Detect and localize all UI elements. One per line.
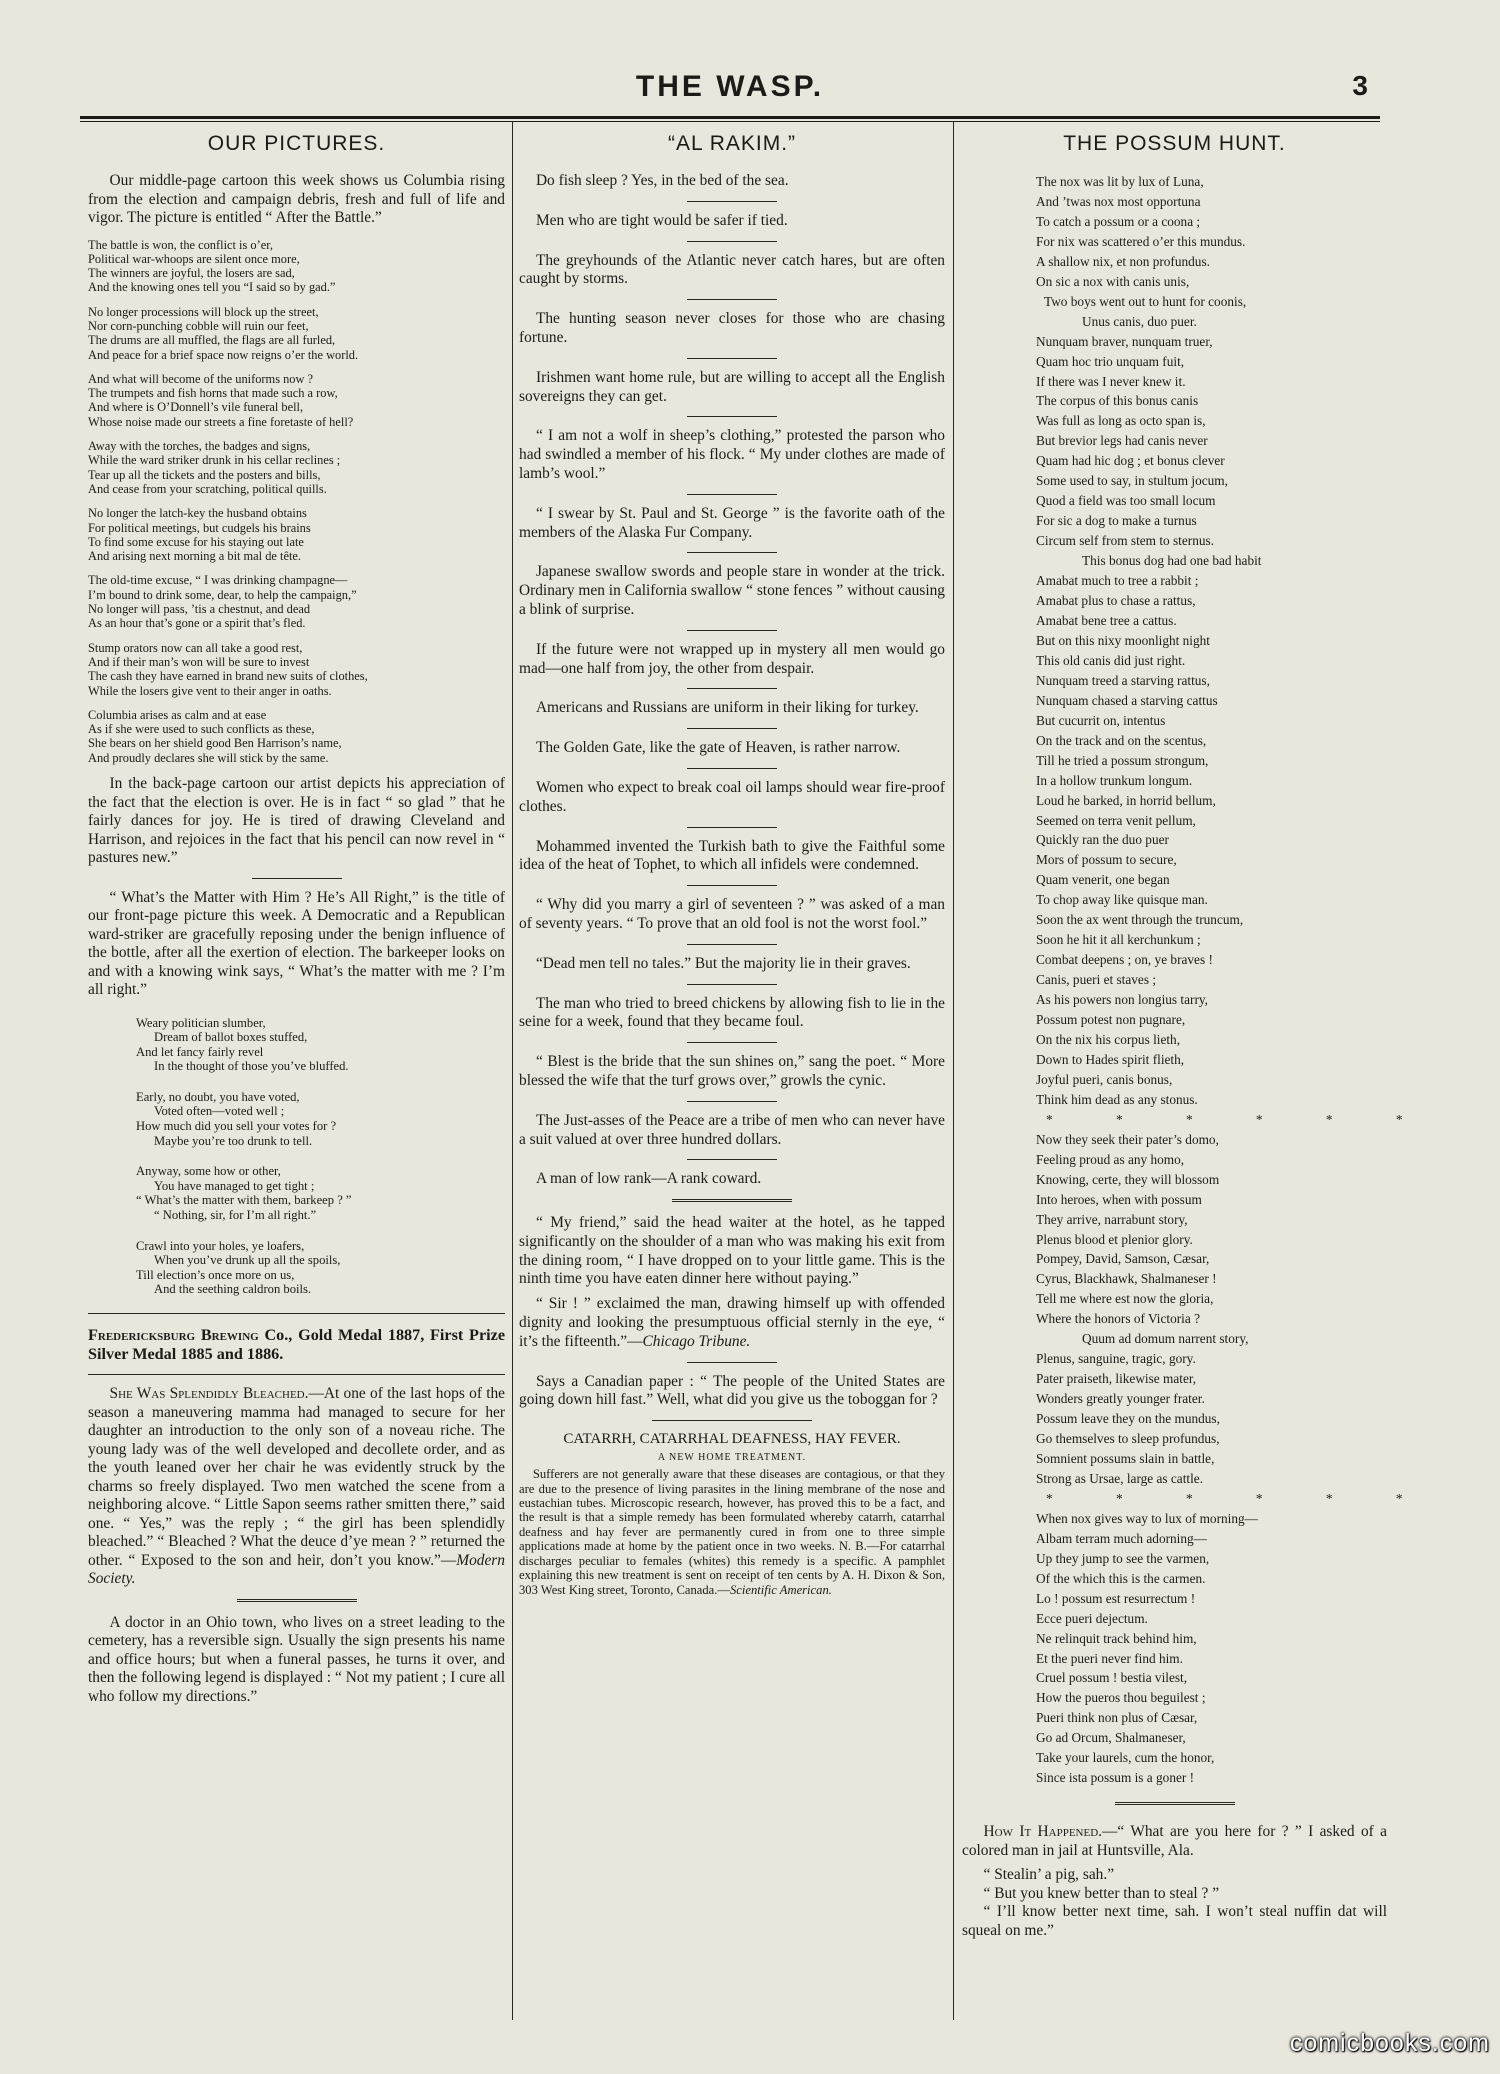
verse-line: In the thought of those you’ve bluffed.	[154, 1059, 349, 1074]
poem-line: Up they jump to see the varmen,	[1036, 1550, 1210, 1566]
catarrh-heading: CATARRH, CATARRHAL DEAFNESS, HAY FEVER.	[563, 1431, 901, 1448]
item-rule	[687, 494, 777, 495]
poem-line: Somnient possums slain in battle,	[1036, 1451, 1215, 1466]
poem-line: Take your laurels, cum the honor,	[1036, 1750, 1215, 1766]
poem-line: The trumpets and fish horns that made such a row,	[88, 386, 338, 401]
poem-line: As if she were used to such conflicts as these,	[88, 722, 315, 737]
happened-dialogue: “ But you knew better than to steal ? ”	[983, 1884, 1220, 1902]
poem-line: Amabat plus to chase a rattus,	[1036, 593, 1196, 609]
verse-stanza	[136, 1016, 505, 1074]
possum-hunt-title: THE POSSUM HUNT.	[1063, 132, 1286, 155]
poem-line: Possum potest non pugnare,	[1036, 1012, 1186, 1028]
item-rule	[687, 241, 777, 242]
catarrh-body	[519, 1467, 945, 1597]
poem-line: Pater praiseth, likewise mater,	[1036, 1371, 1197, 1387]
poem-line: While the losers give vent to their anger in oaths.	[88, 683, 332, 698]
verse-stanza	[136, 1164, 505, 1222]
verse-line: Anyway, some how or other,	[136, 1164, 281, 1179]
poem-line: Amabat much to tree a rabbit ;	[1036, 573, 1199, 589]
verse-line: “ What’s the matter with them, barkeep ? ”	[136, 1193, 352, 1208]
canadian-paragraph: Says a Canadian paper : “ The people of the United States are going down hill fast.” Well, what did you give us the toboggan for ?	[519, 1372, 945, 1409]
poem-break: * * * * * *	[1046, 1490, 1433, 1506]
quip: The hunting season never closes for those who are chasing fortune.	[519, 310, 945, 346]
poem-line: The cash they have earned in brand new suits of clothes,	[88, 669, 368, 684]
fredericksburg-rest: Co., Gold Medal 1887, First Prize Silver Medal 1885 and 1886.	[88, 1326, 505, 1363]
poem-line: Ecce pueri dejectum.	[1036, 1610, 1148, 1626]
header-rule-thin	[80, 121, 1380, 122]
bleached-text: —At one of the last hops of the season a maneuvering mamma had managed to secure for her daughter an introduction to the only son of a noveau riche. The young lady was of the well developed and decollete order, and as the youth leaned over her chair he was evidently struck by the charms so freely displayed. Two men watched the scene from a neighboring alcove. “ Little Sapon seems rather smitten there,” said one. “ Yes,” was the reply ; “ the girl has been splendidly bleached.” “ Bleached ? What the deuce d’ye mean ? ” returned the other. “ Exposed to the son and heir, don’t you know.”—	[88, 1385, 506, 1569]
poem-line: Quam hoc trio unquam fuit,	[1036, 353, 1185, 369]
item-rule	[687, 552, 777, 553]
section-rule	[687, 1362, 777, 1363]
column-possum-hunt	[962, 126, 1433, 2026]
item-rule	[687, 1159, 777, 1160]
catarrh-text: Sufferers are not generally aware that these diseases are contagious, or that they are due to the presence of living parasites in the lining membrane of the nose and eustachian tubes. Microscopic research, however, has proved this to be a fact, and the result is that a simple remedy has been formulated whereby catarrh, catarrhal deafness and hay fever are permanently cured in from one to three simple applications made at home by the patient once in two weeks. N. B.—For catarrhal discharges peculiar to females (whites) this remedy is a specific. A pamphlet explaining this new treatment is sent on receipt of ten cents by A. H. Dixon & Son, 303 West King street, Toronto, Canada.—	[519, 1467, 945, 1597]
verse-line: And the seething caldron boils.	[154, 1282, 312, 1297]
poem-line: Tear up all the tickets and the posters and bills,	[88, 467, 321, 482]
poem-line: Nunquam chased a starving cattus	[1036, 692, 1218, 708]
poem-line: Political war-whoops are silent once more,	[88, 251, 300, 266]
fredericksburg-notice	[88, 1326, 505, 1364]
poem-line: Albam terram much adorning—	[1036, 1530, 1207, 1546]
watermark: comicbooks.com	[1289, 2029, 1490, 2057]
poem-line: When nox gives way to lux of morning—	[1036, 1510, 1258, 1526]
quip: “Dead men tell no tales.” But the majority lie in their graves.	[535, 954, 911, 972]
poem-line: Quickly ran the duo puer	[1036, 832, 1169, 848]
happened-line: —“ What are you here for ? ” I asked of a colored man in jail at Huntsville, Ala.	[962, 1823, 1387, 1859]
poem-line: This old canis did just right.	[1036, 652, 1186, 668]
poem-line: For sic a dog to make a turnus	[1036, 513, 1197, 529]
poem-line: Cyrus, Blackhawk, Shalmaneser !	[1036, 1271, 1217, 1287]
poem-line: She bears on her shield good Ben Harrison’s name,	[88, 736, 342, 751]
quip: Mohammed invented the Turkish bath to give the Faithful some idea of the heat of Tophet, to which all infidels were condemned.	[519, 837, 945, 874]
item-rule	[687, 299, 777, 300]
poem-line: No longer the latch-key the husband obtains	[88, 506, 307, 521]
item-rule	[687, 885, 777, 886]
item-rule	[687, 1101, 777, 1102]
poem-line: Cruel possum ! bestia vilest,	[1036, 1670, 1188, 1686]
quip: A man of low rank—A rank coward.	[535, 1170, 762, 1188]
section-rule	[88, 1374, 505, 1375]
poem-line: The old-time excuse, “ I was drinking champagne—	[88, 573, 348, 588]
verse-line: Maybe you’re too drunk to tell.	[154, 1133, 313, 1148]
poem-line: Quam venerit, one began	[1036, 872, 1170, 888]
poem-line: Combat deepens ; on, ye braves !	[1036, 952, 1213, 968]
poem-line: Strong as Ursae, large as cattle.	[1036, 1470, 1204, 1486]
poem-line: Nunquam braver, nunquam truer,	[1036, 333, 1213, 349]
quip: Japanese swallow swords and people stare in wonder at the trick. Ordinary men in California swallow “ stone fences ” without causing a blink of surprise.	[519, 563, 945, 618]
quip: The Just-asses of the Peace are a tribe of men who can never have a suit valued at over three hundred dollars.	[519, 1111, 945, 1148]
poem-line: The winners are joyful, the losers are sad,	[88, 266, 295, 281]
poem-line: Feeling proud as any homo,	[1036, 1151, 1185, 1167]
poem-line: For political meetings, but cudgels his brains	[88, 520, 311, 535]
poem-line: For nix was scattered o’er this mundus.	[1036, 233, 1246, 249]
section-rule	[237, 1599, 357, 1604]
verse-line: “ Nothing, sir, for I’m all right.”	[154, 1208, 317, 1223]
poem-line: Soon he hit it all kerchunkum ;	[1036, 932, 1201, 948]
poem-line: Away with the torches, the badges and signs,	[88, 439, 311, 454]
poem-stanza	[88, 573, 505, 630]
fredericksburg-lead: Fredericksburg Brewing	[88, 1326, 259, 1344]
verse-stanza	[136, 1090, 505, 1148]
poem-line: The drums are all muffled, the flags are all furled,	[88, 333, 336, 348]
poem-line: Possum leave they on the mundus,	[1036, 1411, 1220, 1427]
poem-line: As an hour that’s gone or a spirit that’s fled.	[88, 616, 306, 631]
happened-dialogue: “ Stealin’ a pig, sah.”	[983, 1866, 1115, 1884]
poem-line: And ’twas nox most opportuna	[1036, 193, 1201, 209]
poem-line: Amabat bene tree a cattus.	[1036, 612, 1177, 628]
poem-line: Now they seek their pater’s domo,	[1036, 1131, 1219, 1147]
publication-title: THE WASP.	[635, 70, 825, 103]
poem-line: Into heroes, when with possum	[1036, 1191, 1202, 1207]
item-rule	[687, 1042, 777, 1043]
poem-line: If there was I never knew it.	[1036, 373, 1186, 389]
poem-line: Nunquam treed a starving rattus,	[1036, 672, 1210, 688]
our-pictures-title: OUR PICTURES.	[207, 132, 386, 155]
item-rule	[687, 416, 777, 417]
poem-stanza	[88, 506, 505, 563]
poem-line: On sic a nox with canis unis,	[1036, 273, 1190, 289]
quip: The man who tried to breed chickens by allowing fish to lie in the seine for a week, found that they became foul.	[519, 994, 945, 1031]
poem-line: No longer will pass, ’tis a chestnut, and dead	[88, 602, 311, 617]
poem-line: To find some excuse for his staying out late	[88, 534, 304, 549]
poem-line: Pompey, David, Samson, Cæsar,	[1036, 1251, 1210, 1267]
poem-line: Go themselves to sleep profundus,	[1036, 1431, 1220, 1447]
bleached-source: Modern Society.	[88, 1551, 505, 1587]
poem-line: Down to Hades spirit flieth,	[1036, 1051, 1185, 1067]
item-rule	[687, 358, 777, 359]
poem-line: Plenus blood et plenior glory.	[1036, 1231, 1193, 1247]
page-number: 3	[1352, 70, 1368, 101]
doctor-paragraph: A doctor in an Ohio town, who lives on a street leading to the cemetery, has a reversible sign. Usually the sign presents his name and office hours; but when a funeral passes, he turns it over, and then the following legend is displayed : “ Not my patient ; I cure all who follow my directions.”	[88, 1613, 505, 1705]
poem-line: Since ista possum is a goner !	[1036, 1770, 1195, 1786]
poem-stanza	[88, 305, 505, 362]
quip: Men who are tight would be safer if tied.	[535, 211, 788, 229]
sir-text: “ Sir ! ” exclaimed the man, drawing himself up with offended dignity and looking the presumptuous official sternly in the eye, “ it’s the fifteenth.”—	[519, 1295, 945, 1350]
poem-line: Where the honors of Victoria ?	[1036, 1311, 1200, 1327]
quip: “ I swear by St. Paul and St. George ” is the favorite oath of the members of the Alaska Fur Company.	[519, 504, 945, 541]
poem-line: Tell me where est now the gloria,	[1036, 1291, 1214, 1307]
poem-line: Stump orators now can all take a good rest,	[88, 640, 303, 655]
poem-line: Till he tried a possum strongum,	[1036, 752, 1209, 768]
section-rule	[672, 1199, 792, 1204]
how-it-happened-paragraph	[962, 1823, 1387, 1860]
section-rule	[88, 1313, 505, 1314]
verse-line: You have managed to get tight ;	[154, 1178, 315, 1193]
poem-line: Mors of possum to secure,	[1036, 852, 1177, 868]
poem-line: Wonders greatly younger frater.	[1036, 1391, 1205, 1407]
item-rule	[687, 768, 777, 769]
poem-line: Go ad Orcum, Shalmaneser,	[1036, 1730, 1186, 1746]
poem-line: Lo ! possum est resurrectum !	[1036, 1590, 1196, 1606]
verse-line: Dream of ballot boxes stuffed,	[154, 1030, 308, 1045]
poem-line: And peace for a brief space now reigns o’er the world.	[88, 347, 359, 362]
how-it-happened-lead: How It Happened.	[983, 1823, 1103, 1841]
poem-line: Nor corn-punching cobble will ruin our feet,	[88, 318, 309, 333]
poem-line: The corpus of this bonus canis	[1036, 393, 1199, 409]
poem-line: In a hollow trunkum longum.	[1036, 772, 1193, 788]
bleached-paragraph	[88, 1385, 505, 1589]
quip: Do fish sleep ? Yes, in the bed of the sea.	[535, 172, 789, 189]
quip: “ Blest is the bride that the sun shines on,” sang the poet. “ More blessed the wife that the turf grows over,” growls the cynic.	[519, 1053, 945, 1089]
poem-line: To chop away like quisque man.	[1036, 892, 1208, 908]
poem-line: Whose noise made our streets a fine foretaste of hell?	[88, 414, 354, 429]
poem-line: And the knowing ones tell you “I said so by gad.”	[88, 280, 336, 295]
poem-line: The battle is won, the conflict is o’er,	[88, 237, 273, 252]
item-rule	[687, 827, 777, 828]
poem-line: Two boys went out to hunt for coonis,	[1044, 293, 1247, 309]
verse-line: How much did you sell your votes for ?	[136, 1119, 337, 1134]
poem-line: And what will become of the uniforms now ?	[88, 371, 314, 386]
item-rule	[687, 630, 777, 631]
poem-line: Et the pueri never find him.	[1036, 1650, 1183, 1666]
quip: Irishmen want home rule, but are willing to accept all the English sovereigns they can get.	[519, 368, 945, 405]
poem-line: Loud he barked, in horrid bellum,	[1036, 792, 1216, 808]
front-page-paragraph: “ What’s the Matter with Him ? He’s All Right,” is the title of our front-page picture this week. A Democratic and a Republican ward-striker are gracefully reposing under the benign influence of the bottle, after all the exertion of election. The barkeeper looks on and with a knowing wink says, “ What’s the matter with me ? I’m all right.”	[88, 888, 505, 998]
quip: The greyhounds of the Atlantic never catch hares, but are often caught by storms.	[519, 251, 945, 288]
verse-line: And let fancy fairly revel	[136, 1044, 264, 1059]
sir-source: Chicago Tribune.	[642, 1332, 751, 1350]
poem-stanza	[88, 439, 505, 496]
intro-paragraph: Our middle-page cartoon this week shows us Columbia rising from the election and campaign debris, fresh and full of life and vigor. The picture is entitled “ After the Battle.”	[88, 172, 505, 226]
possum-poem	[1036, 172, 1433, 1788]
poem-line: Ne relinquit track behind him,	[1036, 1630, 1197, 1646]
poem-line: How the pueros thou beguilest ;	[1036, 1690, 1206, 1706]
poem-line: And proudly declares she will stick by the same.	[88, 750, 329, 765]
poem-line: They arrive, narrabunt story,	[1036, 1211, 1188, 1227]
verse-stanza	[136, 1239, 505, 1297]
section-rule	[652, 1420, 812, 1421]
poem-line: Think him dead as any stonus.	[1036, 1091, 1198, 1107]
item-rule	[687, 728, 777, 729]
column-divider-2	[953, 122, 954, 2020]
poem-line: Canis, pueri et staves ;	[1036, 972, 1157, 988]
poem-line: Quod a field was too small locum	[1036, 493, 1216, 509]
poem-line: And arising next morning a bit mal de tête.	[88, 549, 302, 564]
poem-stanza	[88, 708, 505, 765]
verse-line: Early, no doubt, you have voted,	[136, 1089, 300, 1104]
poem-line: On the track and on the scentus,	[1036, 732, 1207, 748]
poem-line: Plenus, sanguine, tragic, gory.	[1036, 1351, 1196, 1367]
poem-line: This bonus dog had one bad habit	[1082, 553, 1262, 569]
poem-line: But on this nixy moonlight night	[1036, 632, 1210, 648]
quip: The Golden Gate, like the gate of Heaven, is rather narrow.	[535, 739, 901, 757]
poem-line: I’m bound to drink some, dear, to help the campaign,”	[88, 587, 357, 602]
catarrh-subheading: A NEW HOME TREATMENT.	[657, 1452, 807, 1464]
poem-stanza	[88, 372, 505, 429]
header-rule	[80, 116, 1380, 119]
poem-stanza	[88, 238, 505, 295]
back-page-paragraph: In the back-page cartoon our artist depicts his appreciation of the fact that the election is over. He is in fact “ so glad ” that he fairly dances for joy. He is tired of drawing Cleveland and Harrison, and rejoices in the fact that his pencil can now revel in “ pastures new.”	[88, 775, 505, 866]
poem-line: Of the which this is the carmen.	[1036, 1570, 1206, 1586]
item-rule	[687, 201, 777, 202]
poem-line: Unus canis, duo puer.	[1082, 313, 1197, 329]
quip: “ I am not a wolf in sheep’s clothing,” protested the parson who had swindled a member of his flock. “ My under clothes are made of lamb’s wool.”	[519, 427, 945, 482]
column-our-pictures	[88, 126, 505, 2026]
poem-line: A shallow nix, et non profundus.	[1036, 253, 1210, 269]
verse-line: Till election’s once more on us,	[136, 1267, 295, 1282]
column-al-rakim	[519, 126, 945, 2026]
column-divider-1	[512, 122, 513, 2020]
poem-line: While the ward striker drunk in his cellar reclines ;	[88, 453, 341, 468]
poem-line: Seemed on terra venit pellum,	[1036, 812, 1196, 828]
quip: Women who expect to break coal oil lamps should wear fire-proof clothes.	[519, 778, 945, 815]
poem-line: On the nix his corpus lieth,	[1036, 1031, 1181, 1047]
poem-line: To catch a possum or a coona ;	[1036, 213, 1201, 229]
poem-stanza	[88, 641, 505, 698]
happened-dialogue: “ I’ll know better next time, sah. I won’t steal nuffin dat will squeal on me.”	[962, 1903, 1387, 1939]
masthead	[80, 70, 1380, 110]
item-rule	[687, 688, 777, 689]
quip: “ Why did you marry a girl of seventeen ? ” was asked of a man of seventy years. “ To prove that an old fool is not the worst fool.”	[519, 896, 945, 932]
poem-line: Pueri think non plus of Cæsar,	[1036, 1710, 1198, 1726]
verse-line: Crawl into your holes, ye loafers,	[136, 1238, 305, 1253]
poem-line: And cease from your scratching, political quills.	[88, 481, 327, 496]
waiter-paragraph: “ My friend,” said the head waiter at the hotel, as he tapped significantly on the shoulder of a man who was making his exit from the dining room, “ I have dropped on to your little game. This is the ninth time you have eaten dinner here without paying.”	[519, 1214, 945, 1288]
poem-line: Quum ad domum narrent story,	[1082, 1331, 1249, 1347]
quip: If the future were not wrapped up in mystery all men would go mad—one half from joy, the other from despair.	[519, 640, 945, 677]
poem-line: Some used to say, in stultum jocum,	[1036, 473, 1228, 489]
verse-line: When you’ve drunk up all the spoils,	[154, 1253, 341, 1268]
poem-line: And if their man’s won will be sure to invest	[88, 654, 310, 669]
poem-break: * * * * * *	[1046, 1111, 1433, 1127]
poem-line: Joyful pueri, canis bonus,	[1036, 1071, 1173, 1087]
poem-line: Was full as long as octo span is,	[1036, 413, 1206, 429]
catarrh-source: Scientific American.	[730, 1582, 832, 1597]
poem-line: Quam had hic dog ; et bonus clever	[1036, 453, 1225, 469]
poem-line: But cucurrit on, intentus	[1036, 712, 1166, 728]
section-rule	[1115, 1802, 1235, 1807]
item-rule	[687, 944, 777, 945]
poem-line: Knowing, certe, they will blossom	[1036, 1171, 1220, 1187]
poem-line: Columbia arises as calm and at ease	[88, 707, 267, 722]
poem-line: Soon the ax went through the truncum,	[1036, 912, 1244, 928]
verse-line: Voted often—voted well ;	[154, 1104, 285, 1119]
poem-line: No longer processions will block up the street,	[88, 304, 319, 319]
section-rule	[252, 878, 342, 879]
catarrh-notice	[519, 1467, 945, 1597]
al-rakim-title: “AL RAKIM.”	[667, 132, 797, 155]
item-rule	[687, 984, 777, 985]
poem-line: And where is O’Donnell’s vile funeral bell,	[88, 400, 304, 415]
bleached-lead: She Was Splendidly Bleached.	[109, 1385, 309, 1402]
poem-line: As his powers non longius tarry,	[1036, 992, 1208, 1008]
verse-line: Weary politician slumber,	[136, 1015, 266, 1030]
sir-paragraph	[519, 1295, 945, 1351]
poem-line: Circum self from stem to sternus.	[1036, 533, 1215, 549]
quip: Americans and Russians are uniform in their liking for turkey.	[535, 699, 919, 717]
poem-line: The nox was lit by lux of Luna,	[1036, 174, 1204, 189]
poem-line: But brevior legs had canis never	[1036, 433, 1208, 449]
